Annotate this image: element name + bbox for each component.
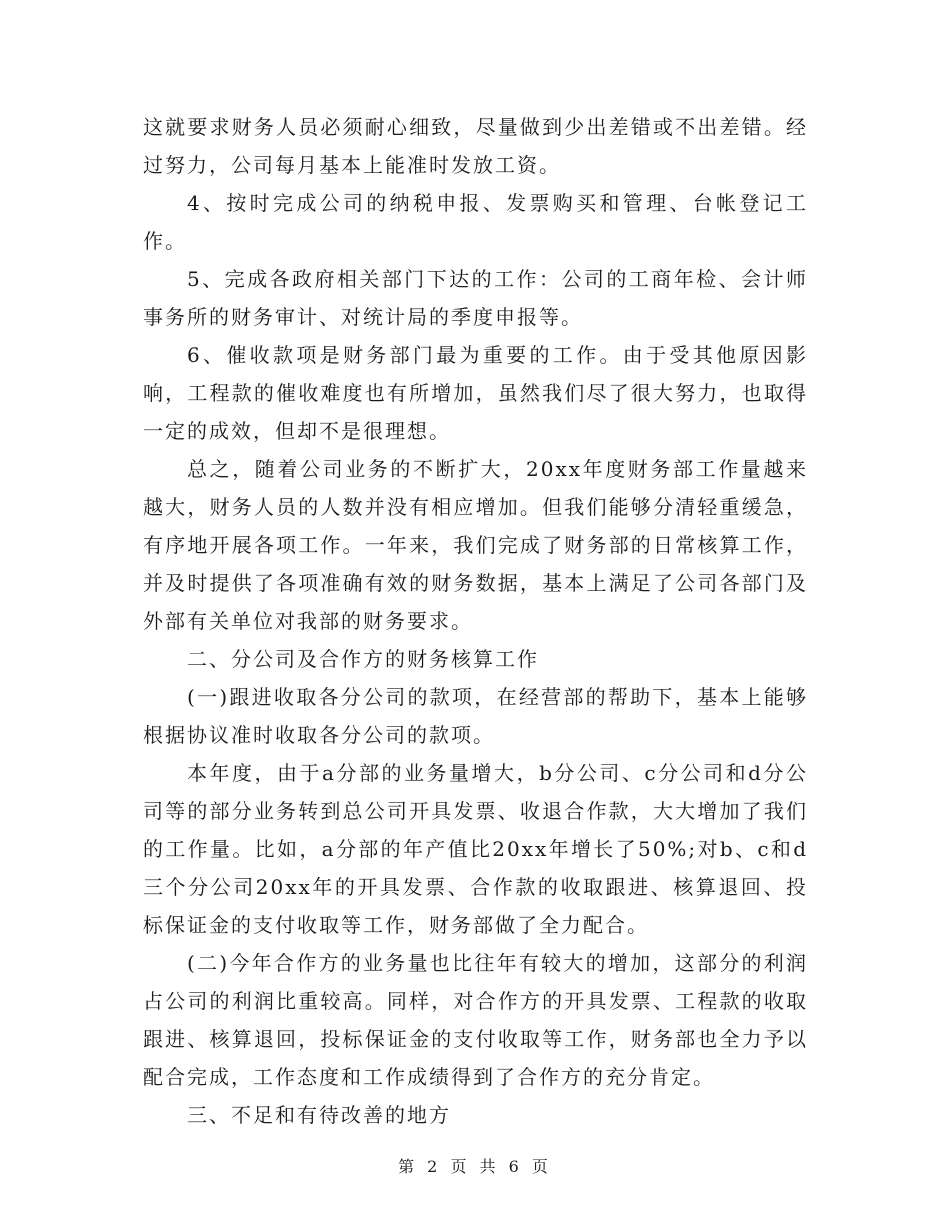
section-heading: 三、不足和有待改善的地方: [187, 1103, 451, 1127]
paragraph: 总之，随着公司业务的不断扩大，20xx年度财务部工作量越来越大，财务人员的人数并没有相应增加。但我们能够分清轻重缓急，有序地开展各项工作。一年来，我们完成了财务部的日常核算工作，并及时提供了各项准确有效的财务数据，基本上满足了公司各部门及外部有关单位对我部的财务要求。: [143, 457, 808, 633]
paragraph: 4、按时完成公司的纳税申报、发票购买和管理、台帐登记工作。: [143, 191, 808, 253]
paragraph: 5、完成各政府相关部门下达的工作：公司的工商年检、会计师事务所的财务审计、对统计局的季度申报等。: [143, 267, 808, 329]
paragraph: (一)跟进收取各分公司的款项，在经营部的帮助下，基本上能够根据协议准时收取各分公司的款项。: [143, 685, 808, 747]
paragraph: (二)今年合作方的业务量也比往年有较大的增加，这部分的利润占公司的利润比重较高。同样，对合作方的开具发票、工程款的收取跟进、核算退回，投标保证金的支付收取等工作，财务部也全力予以配合完成，工作态度和工作成绩得到了合作方的充分肯定。: [143, 951, 808, 1089]
paragraph: 本年度，由于a分部的业务量增大，b分公司、c分公司和d分公司等的部分业务转到总公司开具发票、收退合作款，大大增加了我们的工作量。比如，a分部的年产值比20xx年增长了50%;对b、c和d三个分公司20xx年的开具发票、合作款的收取跟进、核算退回、投标保证金的支付收取等工作，财务部做了全力配合。: [143, 761, 808, 937]
paragraph: 6、催收款项是财务部门最为重要的工作。由于受其他原因影响，工程款的催收难度也有所增加，虽然我们尽了很大努力，也取得一定的成效，但却不是很理想。: [143, 343, 808, 443]
document-body: [143, 108, 808, 1134]
page-number-footer: 第 2 页 共 6 页: [398, 1157, 552, 1176]
section-heading: 二、分公司及合作方的财务核算工作: [187, 647, 539, 671]
paragraph: 这就要求财务人员必须耐心细致，尽量做到少出差错或不出差错。经过努力，公司每月基本上能准时发放工资。: [143, 115, 808, 177]
